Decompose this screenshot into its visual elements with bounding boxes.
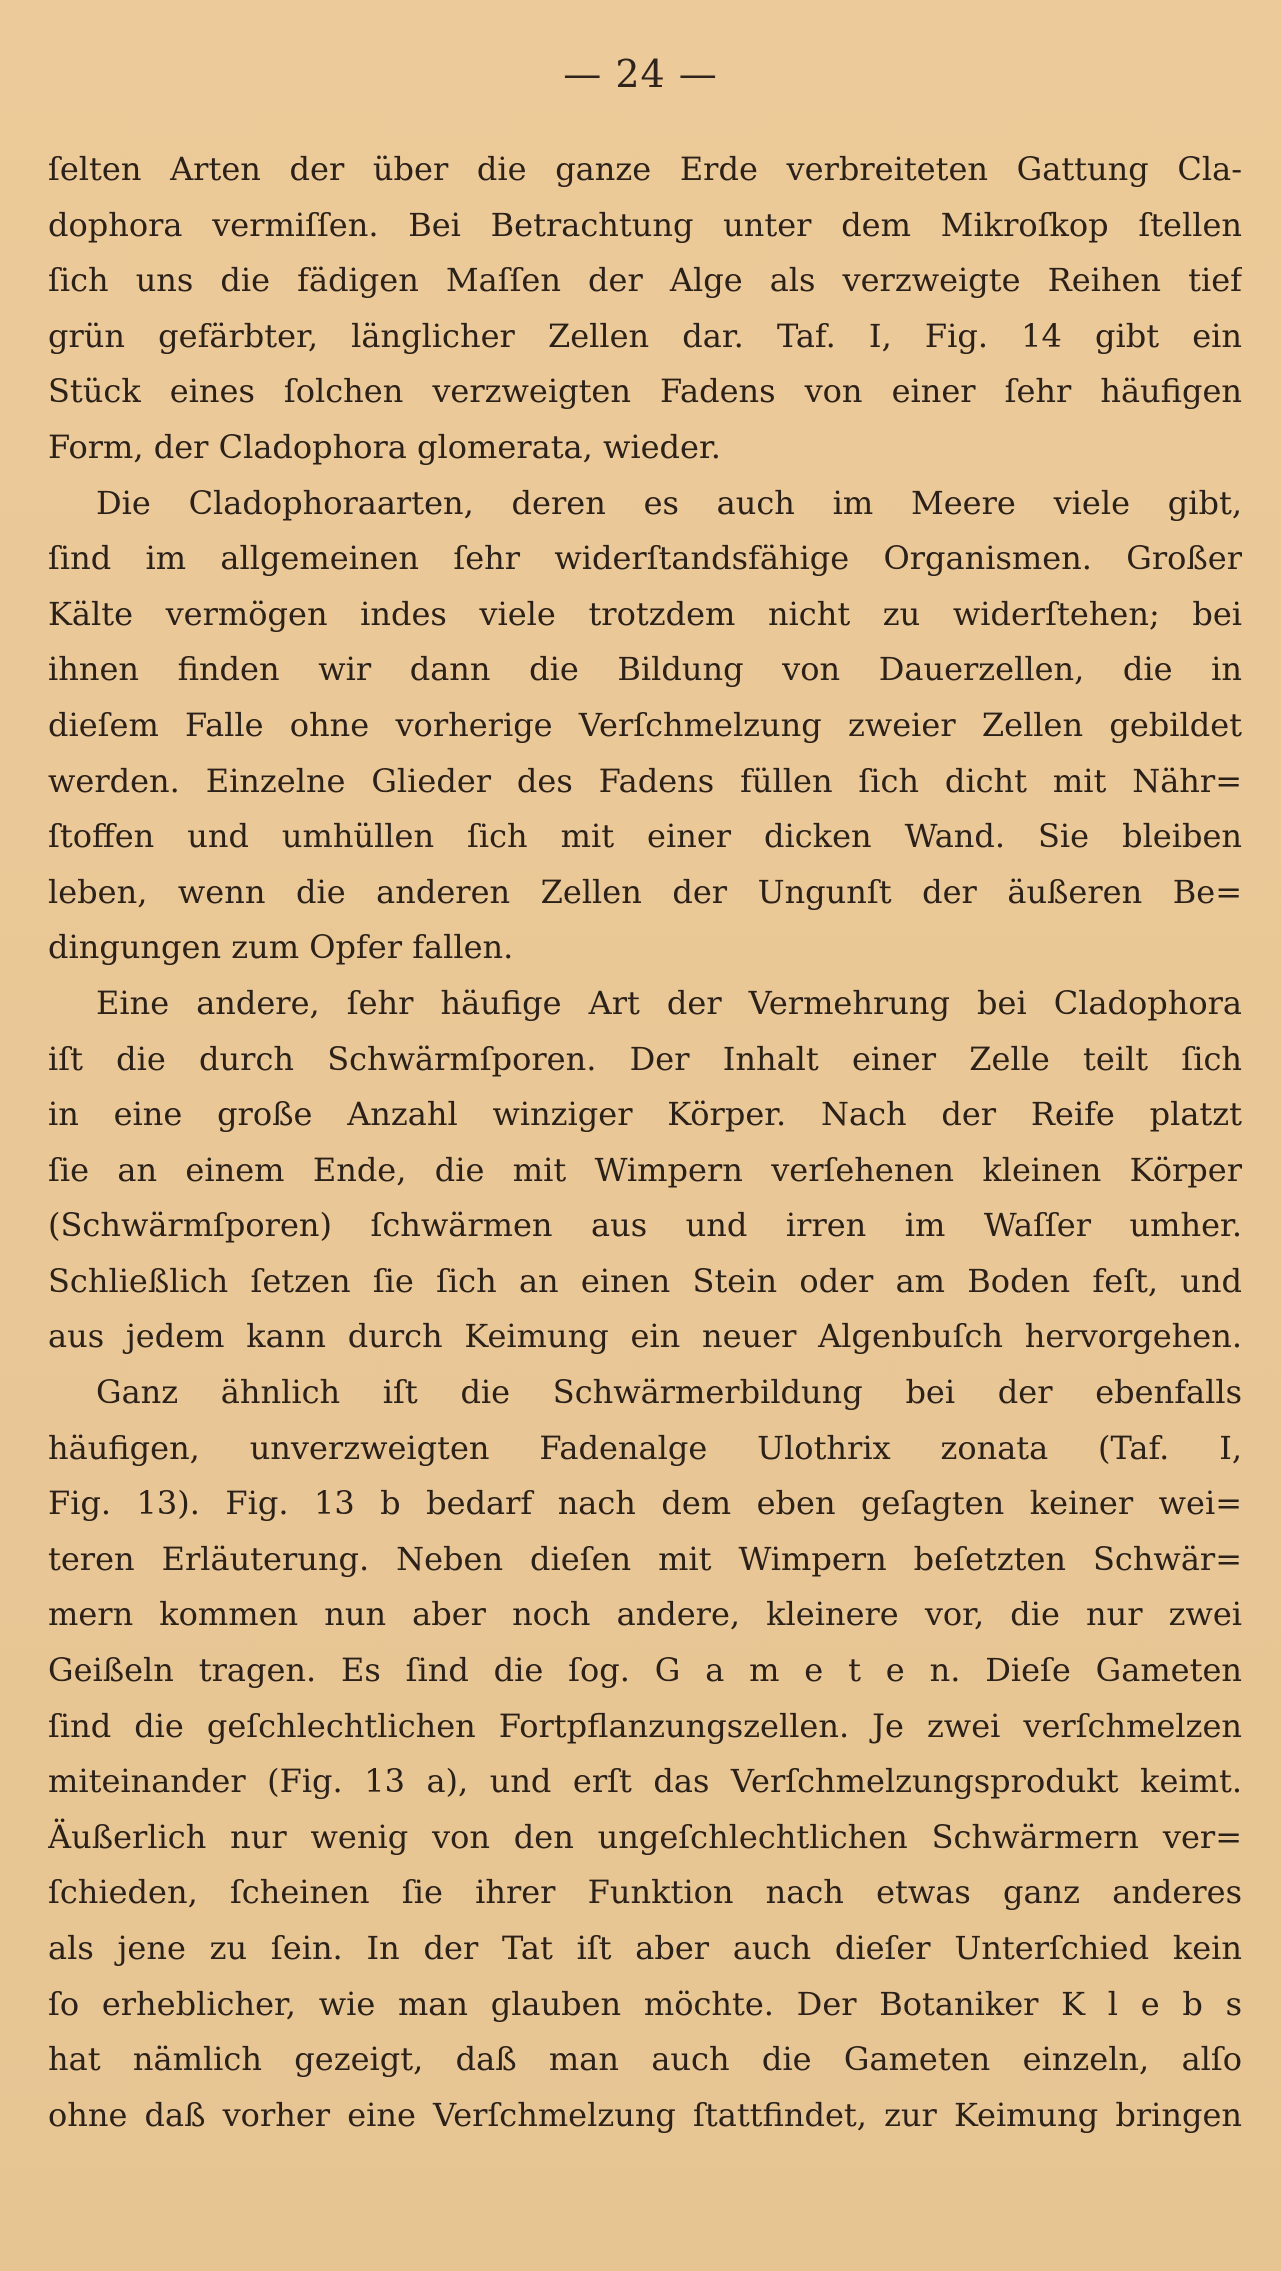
text-line: ſind die geſchlechtlichen Fortpflanzungszellen. Je zwei verſchmelzen — [48, 1706, 1242, 1745]
text-line: Kälte vermögen indes viele trotzdem nicht zu widerſtehen; bei — [48, 594, 1242, 633]
text-line: ſind im allgemeinen ſehr widerſtandsfähige Organismen. Großer — [48, 539, 1242, 578]
text-line: Geißeln tragen. Es ſind die ſog. G a m e t e n. Dieſe Gameten — [48, 1651, 1242, 1690]
text-line: Äußerlich nur wenig von den ungeſchlechtlichen Schwärmern ver= — [48, 1817, 1242, 1856]
text-line: ſich uns die fädigen Maſſen der Alge als verzweigte Reihen tief — [48, 261, 1242, 300]
page-number: — 24 — — [563, 52, 718, 96]
text-line: ſchieden, ſcheinen ſie ihrer Funktion nach etwas ganz anderes — [48, 1873, 1242, 1912]
text-line: Form, der Cladophora glomerata, wieder. — [48, 427, 721, 466]
text-line: ohne daß vorher eine Verſchmelzung ſtattfindet, zur Keimung bringen — [48, 2095, 1242, 2134]
text-line: als jene zu ſein. In der Tat iſt aber auch dieſer Unterſchied kein — [48, 1929, 1242, 1967]
text-line: grün gefärbter, länglicher Zellen dar. Taf. I, Fig. 14 gibt ein — [48, 316, 1242, 355]
text-line: Ganz ähnlich iſt die Schwärmerbildung bei der ebenfalls — [96, 1373, 1242, 1412]
body-text — [48, 142, 1242, 2143]
text-line: iſt die durch Schwärmſporen. Der Inhalt einer Zelle teilt ſich — [48, 1039, 1242, 1078]
text-line: Fig. 13). Fig. 13 b bedarf nach dem eben geſagten keiner wei= — [48, 1484, 1242, 1523]
text-line: Eine andere, ſehr häufige Art der Vermehrung bei Cladophora — [96, 983, 1242, 1022]
text-line: leben, wenn die anderen Zellen der Ungunſt der äußeren Be= — [48, 872, 1242, 911]
text-line: häufigen, unverzweigten Fadenalge Ulothrix zonata (Taf. I, — [48, 1428, 1242, 1467]
text-line: miteinander (Fig. 13 a), und erſt das Verſchmelzungsprodukt keimt. — [48, 1762, 1242, 1801]
text-line: teren Erläuterung. Neben dieſen mit Wimpern beſetzten Schwär= — [48, 1539, 1242, 1578]
text-line: ſo erheblicher, wie man glauben möchte. Der Botaniker K l e b s — [48, 1984, 1242, 2023]
text-line: mern kommen nun aber noch andere, kleinere vor, die nur zwei — [48, 1595, 1242, 1634]
text-line: hat nämlich gezeigt, daß man auch die Gameten einzeln, alſo — [48, 2040, 1242, 2079]
text-line: in eine große Anzahl winziger Körper. Nach der Reife platzt — [48, 1095, 1242, 1134]
text-line: ihnen finden wir dann die Bildung von Dauerzellen, die in — [48, 650, 1242, 689]
text-line: werden. Einzelne Glieder des Fadens füllen ſich dicht mit Nähr= — [48, 761, 1242, 800]
text-line: Stück eines ſolchen verzweigten Fadens von einer ſehr häufigen — [48, 372, 1242, 411]
text-line: ſelten Arten der über die ganze Erde verbreiteten Gattung Cla- — [48, 150, 1242, 188]
text-line: dingungen zum Opfer fallen. — [48, 928, 514, 967]
text-line: aus jedem kann durch Keimung ein neuer Algenbuſch hervorgehen. — [48, 1317, 1242, 1356]
text-line: Schließlich ſetzen ſie ſich an einen Stein oder am Boden feſt, und — [48, 1261, 1242, 1300]
text-line: dieſem Falle ohne vorherige Verſchmelzung zweier Zellen gebildet — [48, 705, 1242, 744]
text-line: ſtoffen und umhüllen ſich mit einer dicken Wand. Sie bleiben — [48, 817, 1242, 856]
text-line: Die Cladophoraarten, deren es auch im Meere viele gibt, — [96, 483, 1242, 522]
text-line: (Schwärmſporen) ſchwärmen aus und irren im Waſſer umher. — [48, 1206, 1242, 1245]
text-line: dophora vermiſſen. Bei Betrachtung unter dem Mikroſkop ſtellen — [48, 205, 1242, 244]
text-line: ſie an einem Ende, die mit Wimpern verſehenen kleinen Körper — [48, 1150, 1242, 1189]
